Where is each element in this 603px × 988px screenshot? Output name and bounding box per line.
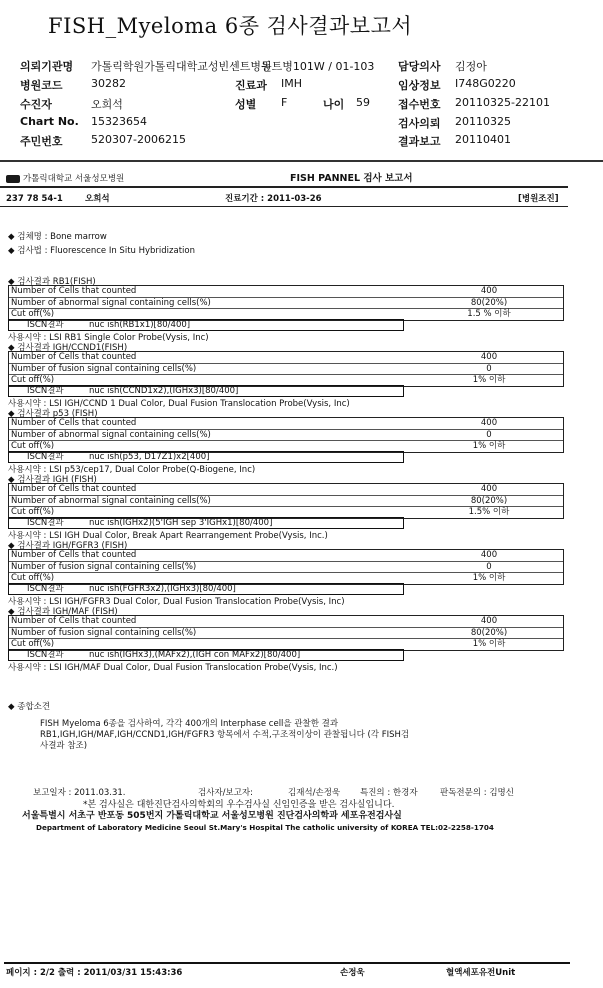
ward-value: 동트병101W / 01-103 (261, 60, 375, 73)
table-row (9, 375, 563, 386)
iscn-value: nuc ish(p53, D17Z1)x2[400] (89, 452, 210, 462)
row-value: 400 (480, 352, 498, 362)
table-row (9, 507, 563, 518)
table-row (9, 484, 563, 496)
result-table (8, 417, 564, 453)
sex-value: F (281, 96, 288, 109)
row-label: Number of abnormal signal containing cells(%) (11, 429, 211, 440)
method: ◆ 검사법 : Fluorescence In Situ Hybridization (8, 246, 195, 256)
tag: [병원조진] (518, 194, 559, 204)
table-row (9, 550, 563, 562)
section-title: ◆ 검사결과 p53 (FISH) (8, 409, 98, 419)
row-label: Number of Cells that counted (11, 550, 137, 560)
row-value: 1.5% 이하 (468, 507, 510, 517)
row-value: 80(20%) (470, 627, 508, 638)
hospital-header (6, 174, 124, 184)
age-label: 나이 (323, 98, 345, 111)
table-row (9, 639, 563, 650)
patient-name: 오희석 (85, 194, 110, 204)
row-value: 400 (480, 616, 498, 626)
row-label: Number of Cells that counted (11, 616, 137, 626)
iscn-label: ISCN결과 (27, 452, 64, 462)
result-table (8, 285, 564, 321)
row-label: Cut off(%) (11, 639, 55, 649)
lab-address: 서울특별시 서초구 반포동 505번지 가톨릭대학교 서울성모병원 진단검사의학과 세포유전검사실 (22, 811, 402, 821)
hospital-code-value: 30282 (91, 77, 126, 90)
iscn-result-box (8, 385, 404, 397)
result-date-value: 20110401 (455, 133, 511, 146)
result-table (8, 351, 564, 387)
row-value: 400 (480, 484, 498, 494)
row-label: Number of abnormal signal containing cells(%) (11, 297, 211, 308)
row-value: 1% 이하 (472, 573, 506, 583)
hospital-logo-icon (6, 175, 20, 183)
table-row (9, 309, 563, 320)
lab-address-en: Department of Laboratory Medicine Seoul St.Mary's Hospital The catholic university of KOREA TEL:02-2258-1704 (36, 823, 494, 832)
iscn-value: nuc ish(IGHx3),(MAFx2),(IGH con MAFx2)[80/400] (89, 650, 301, 660)
summary-line: RB1,IGH,IGH/MAF,IGH/CCND1,IGH/FGFR3 항목에서 수적,구조적이상이 관찰됩니다 (각 FISH검 (40, 730, 410, 740)
institution-value: 가톨릭학원가톨릭대학교성빈센트병원 (91, 60, 272, 73)
probe-reagent: 사용시약 : LSI IGH/MAF Dual Color, Dual Fusion Translocation Probe(Vysis, Inc.) (8, 663, 338, 673)
page-info: 페이지 : 2/2 출력 : 2011/03/31 15:43:36 (6, 968, 183, 978)
iscn-label: ISCN결과 (27, 518, 64, 528)
request-date-value: 20110325 (455, 115, 511, 128)
iscn-value: nuc ish(CCND1x2),(IGHx3)[80/400] (89, 386, 239, 396)
row-value: 0 (486, 429, 492, 440)
divider (4, 962, 570, 964)
dept-value: IMH (281, 77, 303, 90)
iscn-value: nuc ish(RB1x1)[80/400] (89, 320, 191, 330)
row-value: 1% 이하 (472, 639, 506, 649)
report-date: 보고일자 : 2011.03.31. (33, 788, 126, 798)
row-value: 0 (486, 363, 492, 374)
row-label: Cut off(%) (11, 309, 55, 319)
iscn-label: ISCN결과 (27, 386, 64, 396)
clinical-info-label: 임상정보 (398, 79, 441, 92)
row-label: Number of Cells that counted (11, 352, 137, 362)
iscn-result-box (8, 583, 404, 595)
table-row (9, 418, 563, 430)
chart-no-label: Chart No. (20, 115, 79, 128)
table-row (9, 573, 563, 584)
patient-id: 237 78 54-1 (6, 194, 63, 204)
table-row (9, 628, 563, 640)
row-label: Number of Cells that counted (11, 418, 137, 428)
table-row (9, 298, 563, 310)
specialist: 특진의 : 한경자 (360, 788, 418, 798)
iscn-result-box (8, 649, 404, 661)
receipt-no-label: 접수번호 (398, 98, 441, 111)
resident-no-value: 520307-2006215 (91, 133, 186, 146)
hospital-code-label: 병원코드 (20, 79, 63, 92)
row-label: Number of Cells that counted (11, 484, 137, 494)
table-row (9, 430, 563, 442)
row-value: 1% 이하 (472, 375, 506, 385)
doctor-label: 담당의사 (398, 60, 441, 73)
row-label: Number of Cells that counted (11, 286, 137, 296)
row-value: 80(20%) (470, 297, 508, 308)
dept-label: 진료과 (235, 79, 267, 92)
divider (0, 206, 568, 207)
iscn-value: nuc ish(FGFR3x2),(IGHx3)[80/400] (89, 584, 236, 594)
iscn-result-box (8, 517, 404, 529)
period: 진료기간 : 2011-03-26 (225, 194, 322, 204)
iscn-label: ISCN결과 (27, 584, 64, 594)
doc-title: FISH PANNEL 검사 보고서 (290, 173, 413, 184)
probe-reagent: 사용시약 : LSI IGH/FGFR3 Dual Color, Dual Fusion Translocation Probe(Vysis, Inc) (8, 597, 345, 607)
certification: *본 검사실은 대한진단검사의학회의 우수검사실 신임인증을 받은 검사실입니다. (83, 800, 395, 810)
patient-value: 오희석 (91, 98, 123, 111)
summary-title: ◆ 종합소견 (8, 702, 51, 712)
receipt-no-value: 20110325-22101 (455, 96, 550, 109)
row-value: 400 (480, 550, 498, 560)
tester-names: 김재석/손정욱 (288, 788, 341, 798)
result-table (8, 483, 564, 519)
result-date-label: 결과보고 (398, 135, 441, 148)
scanned-report (0, 160, 603, 988)
iscn-value: nuc ish(IGHx2)(5'IGH sep 3'IGHx1)[80/400] (89, 518, 273, 528)
iscn-result-box (8, 451, 404, 463)
row-label: Number of fusion signal containing cells(%) (11, 363, 197, 374)
row-value: 400 (480, 418, 498, 428)
row-value: 0 (486, 561, 492, 572)
table-row (9, 441, 563, 452)
doctor-value: 김정아 (455, 60, 487, 73)
row-label: Cut off(%) (11, 441, 55, 451)
specimen: ◆ 검체명 : Bone marrow (8, 232, 107, 242)
request-date-label: 검사의뢰 (398, 117, 441, 130)
reader: 판독전문의 : 김명신 (440, 788, 514, 798)
row-value: 400 (480, 286, 498, 296)
probe-reagent: 사용시약 : LSI p53/cep17, Dual Color Probe(Q-Biogene, Inc) (8, 465, 256, 475)
age-value: 59 (356, 96, 370, 109)
table-row (9, 496, 563, 508)
row-label: Number of fusion signal containing cells(%) (11, 627, 197, 638)
resident-no-label: 주민번호 (20, 135, 63, 148)
probe-reagent: 사용시약 : LSI IGH Dual Color, Break Apart Rearrangement Probe(Vysis, Inc.) (8, 531, 328, 541)
table-row (9, 616, 563, 628)
chart-no-value: 15323654 (91, 115, 147, 128)
row-label: Number of fusion signal containing cells(%) (11, 561, 197, 572)
section-title: ◆ 검사결과 IGH/MAF (FISH) (8, 607, 118, 617)
row-value: 1% 이하 (472, 441, 506, 451)
row-label: Cut off(%) (11, 375, 55, 385)
iscn-label: ISCN결과 (27, 320, 64, 330)
section-title: ◆ 검사결과 IGH (FISH) (8, 475, 97, 485)
row-value: 1.5 % 이하 (467, 309, 511, 319)
iscn-result-box (8, 319, 404, 331)
printed-by: 손정욱 (340, 968, 365, 978)
table-row (9, 364, 563, 376)
section-title: ◆ 검사결과 IGH/FGFR3 (FISH) (8, 541, 128, 551)
sex-label: 성별 (235, 98, 257, 111)
hospital-name: 가톨릭대학교 서울성모병원 (23, 174, 125, 184)
table-row (9, 352, 563, 364)
section-title: ◆ 검사결과 RB1(FISH) (8, 277, 96, 287)
row-label: Cut off(%) (11, 507, 55, 517)
testers-label: 검사자/보고자: (198, 788, 253, 798)
iscn-label: ISCN결과 (27, 650, 64, 660)
clinical-info-value: I748G0220 (455, 77, 516, 90)
report-title: FISH_Myeloma 6종 검사결과보고서 (48, 14, 413, 38)
institution-label: 의뢰기관명 (20, 60, 74, 73)
summary-line: 사결과 참조) (40, 741, 88, 751)
result-table (8, 549, 564, 585)
table-row (9, 562, 563, 574)
row-value: 80(20%) (470, 495, 508, 506)
probe-reagent: 사용시약 : LSI RB1 Single Color Probe(Vysis, Inc) (8, 333, 209, 343)
unit-name: 혈액세포유전Unit (446, 968, 516, 978)
probe-reagent: 사용시약 : LSI IGH/CCND 1 Dual Color, Dual Fusion Translocation Probe(Vysis, Inc) (8, 399, 350, 409)
summary-line: FISH Myeloma 6종을 검사하여, 각각 400개의 Interphase cell을 관찰한 결과 (40, 719, 339, 729)
divider (0, 186, 568, 188)
section-title: ◆ 검사결과 IGH/CCND1(FISH) (8, 343, 128, 353)
row-label: Cut off(%) (11, 573, 55, 583)
result-table (8, 615, 564, 651)
table-row (9, 286, 563, 298)
patient-label: 수진자 (20, 98, 52, 111)
row-label: Number of abnormal signal containing cells(%) (11, 495, 211, 506)
